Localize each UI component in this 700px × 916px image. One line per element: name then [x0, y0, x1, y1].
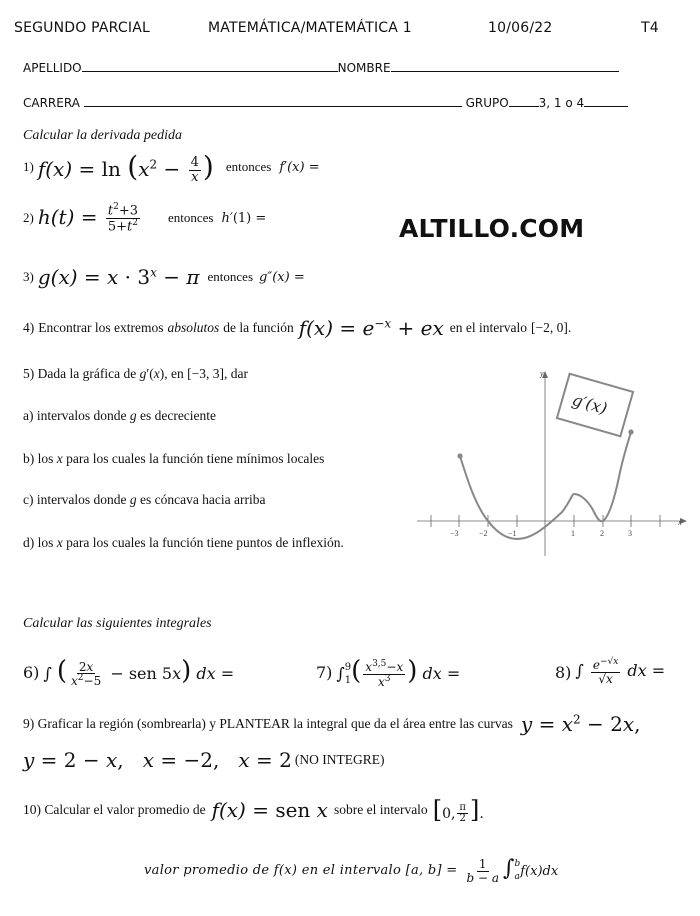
- exam-date: 10/06/22: [488, 20, 553, 36]
- q4-function: $f(x) = e^{-x}$ + ex: [298, 316, 444, 340]
- q10-text-b: sobre el intervalo: [333, 802, 428, 817]
- carrera-field[interactable]: [84, 105, 462, 107]
- tick-neg1: −1: [508, 529, 517, 538]
- axis-label-y: y: [540, 369, 544, 378]
- question-5c: c) intervalos donde g es cóncava hacia arriba: [23, 492, 266, 507]
- q3-ask: g″(x) =: [259, 269, 305, 285]
- q10-text-a: 10) Calcular el valor promedio de: [23, 802, 206, 817]
- q4-text-c: de la función: [223, 320, 294, 335]
- grupo-label: GRUPO: [465, 96, 509, 110]
- tick-neg3: −3: [450, 529, 459, 538]
- apellido-row: [23, 61, 619, 75]
- q3-entonces: entonces: [207, 269, 254, 284]
- grupo-value: 3, 1 o 4: [538, 96, 585, 110]
- graph-label-text: g′(x): [570, 390, 610, 419]
- q3-function: $g(x) = x \cdot 3^x - \pi$: [37, 265, 200, 289]
- q1-number: 1): [23, 159, 34, 174]
- q5-intro: 5) Dada la gráfica de: [23, 366, 137, 381]
- curve-end-point: [628, 429, 633, 434]
- q2-function: h(t) = $\frac{t^2+3}{5+t^2}$: [37, 201, 138, 234]
- carrera-label: CARRERA: [23, 96, 80, 110]
- q4-text-d: en el intervalo: [449, 320, 527, 335]
- question-10: [23, 794, 484, 826]
- question-2: [23, 198, 266, 238]
- question-5b: b) los x para los cuales la función tiene mínimos locales: [23, 451, 325, 466]
- question-5-intro: 5) Dada la gráfica de g′(x), en [−3, 3], dar: [23, 366, 248, 381]
- q5c-end: es cóncava hacia arriba: [139, 492, 266, 507]
- graph-label-card: [557, 374, 633, 436]
- section-integrals-title: Calcular las siguientes integrales: [23, 616, 212, 631]
- apellido-label: APELLIDO: [23, 61, 82, 75]
- q2-ask: h′(1) =: [221, 210, 267, 226]
- grupo-field-post[interactable]: [584, 105, 628, 107]
- tick-neg2: −2: [479, 529, 488, 538]
- q7-number: 7): [316, 662, 333, 682]
- exam-topic: T4: [641, 20, 659, 36]
- q5-intro-b: , en: [164, 366, 184, 381]
- q1-ask: f′(x) =: [279, 159, 320, 175]
- q5a-text: a) intervalos donde: [23, 408, 127, 423]
- q5b-text: b) los: [23, 451, 54, 466]
- grupo-field-pre[interactable]: [509, 105, 539, 107]
- q1-entonces: entonces: [225, 159, 272, 174]
- q4-text-a: Encontrar los extremos: [38, 320, 164, 335]
- q9-curve-1: $y = x^2 - 2x$,: [520, 712, 641, 736]
- q10-interval: [0, $\frac{\pi}{2}$ ].: [432, 795, 484, 824]
- q2-number: 2): [23, 210, 34, 225]
- q5c-text: c) intervalos donde: [23, 492, 127, 507]
- q10-function: f(x) = sen x: [211, 798, 328, 822]
- apellido-field[interactable]: [82, 70, 338, 72]
- section-derivatives-title: Calcular la derivada pedida: [23, 128, 183, 143]
- q1-function: $f(x) = \ln (x^2$ − $\frac{4}{x}$ ): [37, 149, 214, 185]
- question-5d: d) los x para los cuales la función tiene puntos de inflexión.: [23, 535, 344, 550]
- question-4: [23, 314, 571, 342]
- q5-intro-c: , dar: [224, 366, 248, 381]
- average-value-formula: [144, 850, 558, 890]
- q7-integral: ∫ 9 1 ( $\frac{x^{3,5}-x}{x^3}$ ) dx =: [336, 655, 461, 689]
- exam-title: SEGUNDO PARCIAL: [14, 20, 150, 36]
- watermark: ALTILLO.COM: [399, 214, 585, 243]
- q5-interval: [−3, 3]: [187, 366, 224, 381]
- q9-curves-2: y = 2 − x, x = −2, x = 2: [23, 748, 292, 772]
- question-6: [23, 648, 234, 696]
- nombre-field[interactable]: [391, 70, 619, 72]
- q2-entonces: entonces: [168, 210, 214, 225]
- question-3: [23, 262, 305, 292]
- formula-text: valor promedio de f(x) en el intervalo [a, b] =: [144, 862, 458, 878]
- formula-expression: $\frac{1}{b - a}$ ∫ b a f(x)dx: [466, 855, 559, 885]
- q9-text: 9) Graficar la región (sombrearla) y PLANTEAR la integral que da el área entre las curvas: [23, 716, 513, 731]
- nombre-label: NOMBRE: [337, 61, 391, 75]
- q8-integral: ∫ $\frac{e^{-√x}}{√x}$ dx =: [575, 657, 666, 686]
- q4-interval: [−2, 0].: [531, 320, 572, 335]
- q4-number: 4): [23, 320, 35, 335]
- subject-title: MATEMÁTICA/MATEMÁTICA 1: [208, 20, 412, 36]
- q5d-text: d) los: [23, 535, 54, 550]
- q5b-end: para los cuales la función tiene mínimos locales: [66, 451, 325, 466]
- q4-text-b: absolutos: [167, 320, 220, 335]
- q8-number: 8): [555, 662, 572, 682]
- question-1: [23, 148, 320, 186]
- question-9-line1: [23, 710, 640, 738]
- derivative-graph: [412, 364, 692, 560]
- tick-2: 2: [600, 529, 604, 538]
- q5a-end: es decreciente: [139, 408, 217, 423]
- q6-number: 6): [23, 662, 40, 682]
- axis-label-x: x: [678, 518, 682, 527]
- curve-start-point: [457, 453, 462, 458]
- q3-number: 3): [23, 269, 34, 284]
- question-5a: a) intervalos donde g es decreciente: [23, 408, 217, 423]
- q5d-end: para los cuales la función tiene puntos de inflexión.: [66, 535, 344, 550]
- carrera-row: [23, 96, 628, 110]
- q6-integral: ∫ ( $\frac{2x}{x^2-5}$ − sen 5x) dx =: [43, 655, 235, 689]
- q9-note: (NO INTEGRE): [294, 752, 385, 767]
- question-9-line2: [23, 746, 384, 774]
- tick-3: 3: [628, 529, 632, 538]
- question-8: [555, 648, 665, 696]
- tick-1: 1: [571, 529, 575, 538]
- derivative-curve: [460, 432, 631, 539]
- question-7: [316, 648, 460, 696]
